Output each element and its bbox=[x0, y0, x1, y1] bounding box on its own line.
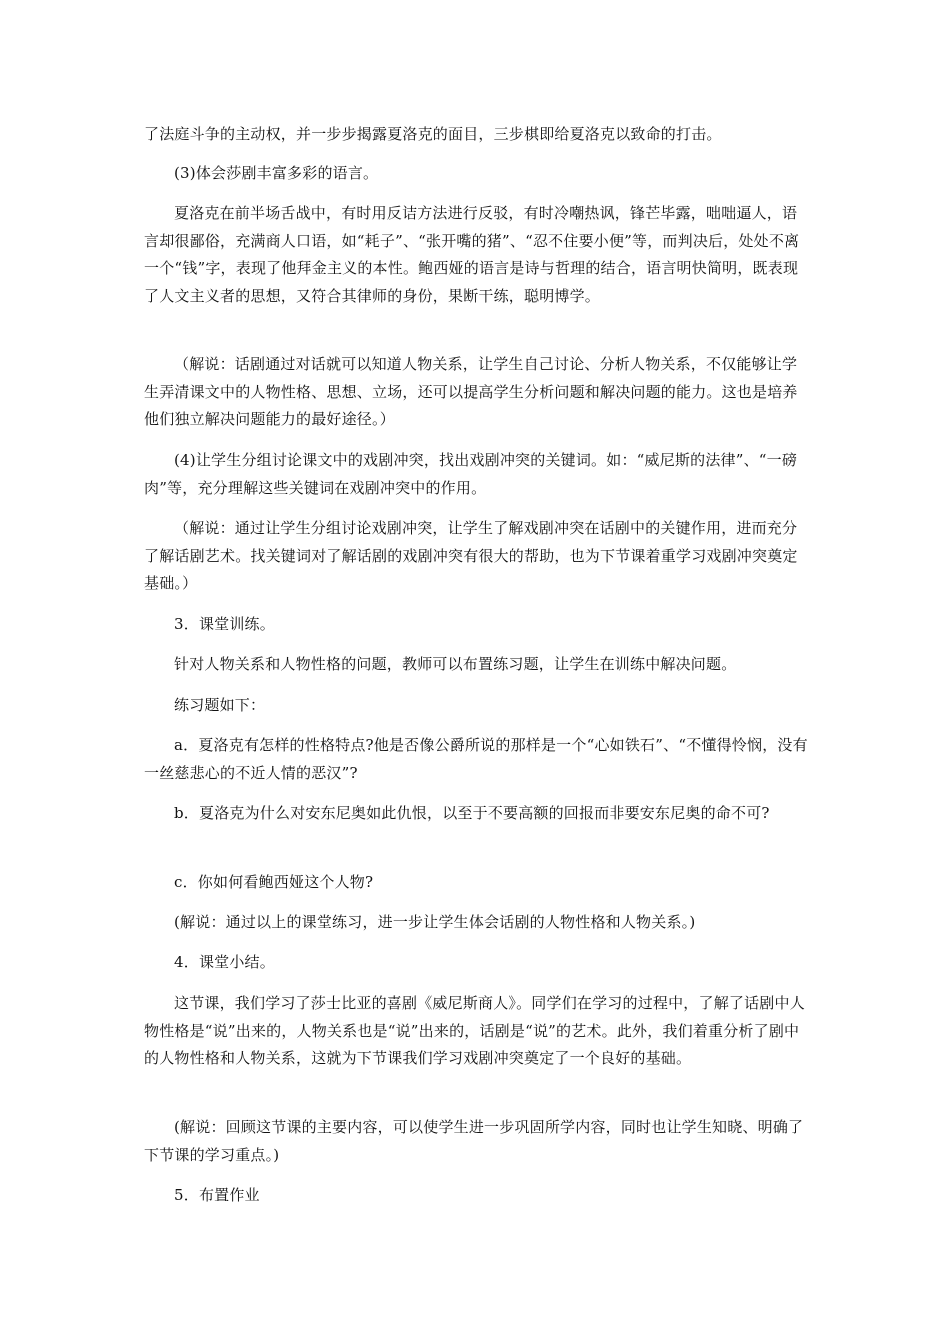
heading-classroom-training: 3．课堂训练。 bbox=[174, 615, 275, 633]
exercise-b: b．夏洛克为什么对安东尼奥如此仇恨，以至于不要高额的回报而非要安东尼奥的命不可? bbox=[174, 804, 770, 822]
paragraph-shylock-language: 夏洛克在前半场舌战中，有时用反诘方法进行反驳，有时冷嘲热讽，锋芒毕露，咄咄逼人，语言却很鄙俗，充满商人口语，如“耗子”、“张开嘴的猪”、“忍不住要小便”等，而判决后，处处不离一个“钱”字，表现了他拜金主义的本性。鲍西娅的语言是诗与哲理的结合，语言明快简明，既表现了人文主义者的思想，又符合其律师的身份，果断干练，聪明博学。 bbox=[144, 204, 800, 305]
note-summary: (解说：回顾这节课的主要内容，可以使学生进一步巩固所学内容，同时也让学生知晓、明确了下节课的学习重点。) bbox=[144, 1118, 804, 1164]
note-exercises: (解说：通过以上的课堂练习，进一步让学生体会话剧的人物性格和人物关系。) bbox=[174, 913, 696, 931]
paragraph-continuation: 了法庭斗争的主动权，并一步步揭露夏洛克的面目，三步棋即给夏洛克以致命的打击。 bbox=[144, 125, 722, 143]
note-character-relations: （解说：话剧通过对话就可以知道人物关系，让学生自己讨论、分析人物关系，不仅能够让学生弄清课文中的人物性格、思想、立场，还可以提高学生分析问题和解决问题的能力。这也是培养他们独立解决问题能力的最好途径。） bbox=[144, 355, 798, 428]
heading-homework: 5．布置作业 bbox=[174, 1186, 260, 1204]
heading-class-summary: 4．课堂小结。 bbox=[174, 953, 275, 971]
paragraph-exercises-label: 练习题如下： bbox=[174, 696, 266, 714]
exercise-a: a．夏洛克有怎样的性格特点?他是否像公爵所说的那样是一个“心如铁石”、“不懂得怜悯，没有一丝慈悲心的不近人情的恶汉”? bbox=[144, 736, 808, 782]
exercise-c: c．你如何看鲍西娅这个人物? bbox=[174, 873, 374, 891]
paragraph-drama-conflict: (4)让学生分组讨论课文中的戏剧冲突，找出戏剧冲突的关键词。如：“威尼斯的法律”、“一磅肉”等，充分理解这些关键词在戏剧冲突中的作用。 bbox=[144, 451, 798, 497]
note-drama-conflict: （解说：通过让学生分组讨论戏剧冲突，让学生了解戏剧冲突在话剧中的关键作用，进而充分了解话剧艺术。找关键词对了解话剧的戏剧冲突有很大的帮助，也为下节课着重学习戏剧冲突奠定基础。） bbox=[144, 519, 798, 592]
paragraph-summary: 这节课，我们学习了莎士比亚的喜剧《威尼斯商人》。同学们在学习的过程中，了解了话剧中人物性格是“说”出来的，人物关系也是“说”出来的，话剧是“说”的艺术。此外，我们着重分析了剧中的人物性格和人物关系，这就为下节课我们学习戏剧冲突奠定了一个良好的基础。 bbox=[144, 994, 805, 1067]
subheading-language: (3)体会莎剧丰富多彩的语言。 bbox=[174, 164, 379, 182]
paragraph-training-intro: 针对人物关系和人物性格的问题，教师可以布置练习题，让学生在训练中解决问题。 bbox=[174, 655, 737, 673]
